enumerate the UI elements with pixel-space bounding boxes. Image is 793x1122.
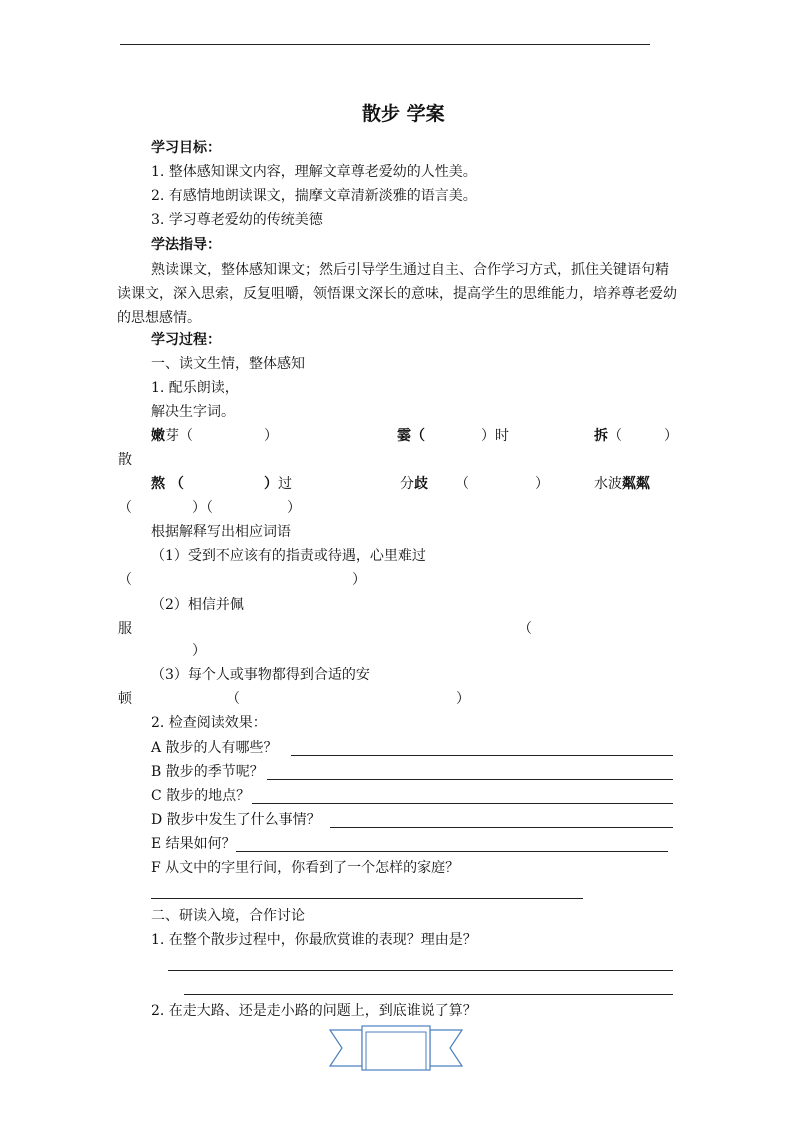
vocab-linlin xyxy=(594,474,650,494)
answer-line-a[interactable] xyxy=(291,755,673,756)
answer-line-p2q1-b[interactable] xyxy=(184,994,673,995)
step2-heading: 2. 检查阅读效果： xyxy=(151,715,267,731)
part2-question-1: 1. 在整个散步过程中，你最欣赏谁的表现？理由是？ xyxy=(151,932,477,948)
question-a: A 散步的人有哪些？ xyxy=(151,740,278,756)
vocab-rest: 芽（ xyxy=(165,428,193,444)
vocab-close: ） xyxy=(664,428,678,444)
part2-question-2: 2. 在走大路、还是走小路的问题上，到底谁说了算？ xyxy=(151,1003,477,1019)
part1-heading: 一、读文生情，整体感知 xyxy=(151,356,305,372)
part2-heading: 二、研读入境，合作讨论 xyxy=(151,908,305,924)
vocab-close: ）时 xyxy=(481,428,509,444)
vocab-rest: （ xyxy=(608,428,622,444)
answer-line-f[interactable] xyxy=(151,898,583,899)
answer-line-d[interactable] xyxy=(330,827,673,828)
answer-line-p2q1-a[interactable] xyxy=(168,970,673,971)
definition-3-tail: 顿 xyxy=(118,691,132,707)
vocab-rest: 水波 xyxy=(594,476,622,492)
question-b: B 散步的季节呢？ xyxy=(151,764,264,780)
step1-line-b: 解决生字词。 xyxy=(151,404,235,420)
definition-1-open: （ xyxy=(118,572,132,588)
vocab-char: 粼粼 xyxy=(622,476,650,492)
vocab-close xyxy=(264,474,292,494)
question-d: D 散步中发生了什么事情？ xyxy=(151,812,321,828)
vocab-paren: ）（ xyxy=(192,500,213,516)
definition-2-close: ） xyxy=(192,643,206,659)
vocab-rest: 分 xyxy=(400,476,414,492)
vocab-paren: ） xyxy=(287,500,301,516)
definition-3: （3）每个人或事物都得到合适的安 xyxy=(151,667,370,683)
page-title: 散步 学案 xyxy=(362,103,445,125)
vocab-chaisan xyxy=(594,426,622,446)
question-f: F 从文中的字里行间，你看到了一个怎样的家庭？ xyxy=(151,860,460,876)
header-rule xyxy=(120,44,650,45)
vocab-paren: （ xyxy=(118,500,132,516)
vocab-shashi: 霎（ xyxy=(397,428,425,444)
define-intro: 根据解释写出相应词语 xyxy=(151,524,291,540)
vocab-char: 嫩 xyxy=(151,428,165,444)
vocab-wrap: 散 xyxy=(118,452,132,468)
question-c: C 散步的地点？ xyxy=(151,788,251,804)
vocab-paren: ） xyxy=(264,476,278,492)
definition-3-open: （ xyxy=(226,691,240,707)
vocab-close: ） xyxy=(535,476,549,492)
vocab-char: 歧 xyxy=(414,476,428,492)
method-paragraph: 熟读课文，整体感知课文；然后引导学生通过自主、合作学习方式，抓住关键语句精读课文，深入思索，反复咀嚼，领悟课文深长的意味，提高学生的思维能力，培养尊老爱幼的思想感情。 xyxy=(117,262,677,326)
process-heading: 学习过程： xyxy=(151,332,221,348)
vocab-fenqi xyxy=(400,474,428,494)
goal-item: 3. 学习尊老爱幼的传统美德 xyxy=(151,212,323,228)
ribbon-banner-icon xyxy=(328,1024,464,1074)
vocab-open: （ xyxy=(455,476,469,492)
answer-line-b[interactable] xyxy=(267,779,673,780)
definition-3-close: ） xyxy=(456,691,470,707)
goal-item: 1. 整体感知课文内容，理解文章尊老爱幼的人性美。 xyxy=(151,164,477,180)
definition-2: （2）相信并佩 xyxy=(151,597,244,613)
vocab-char: 拆 xyxy=(594,428,608,444)
vocab-nenya xyxy=(151,426,193,446)
vocab-close: ） xyxy=(264,428,278,444)
answer-line-c[interactable] xyxy=(252,803,673,804)
definition-1-close: ） xyxy=(352,572,366,588)
definition-1: （1）受到不应该有的指责或待遇，心里难过 xyxy=(151,548,426,564)
vocab-rest: 过 xyxy=(278,476,292,492)
goals-heading: 学习目标： xyxy=(151,140,221,156)
definition-2-tail: 服 xyxy=(118,621,132,637)
goal-item: 2. 有感情地朗读课文，揣摩文章清新淡雅的语言美。 xyxy=(151,188,477,204)
vocab-aoguo: 熬 （ xyxy=(151,476,184,492)
definition-2-open: （ xyxy=(518,621,532,637)
answer-line-e[interactable] xyxy=(236,851,668,852)
question-e: E 结果如何？ xyxy=(151,836,236,852)
method-heading: 学法指导： xyxy=(151,237,221,253)
step1-line-a: 1. 配乐朗读， xyxy=(151,380,239,396)
